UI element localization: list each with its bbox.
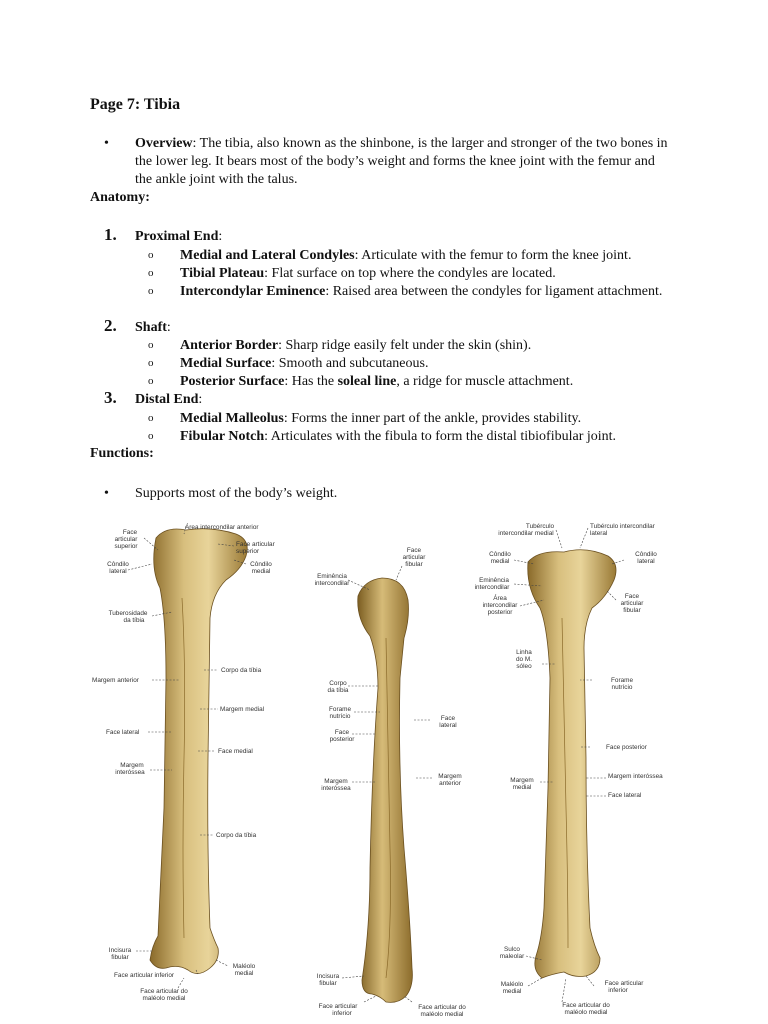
circle-bullet-icon: o (148, 357, 154, 369)
label-face-articular-fibular: Face articular fibular (620, 593, 644, 614)
tibia-lateral-view (358, 578, 413, 1002)
label-corpo-da-tibia-2: Corpo da tíbia (216, 832, 257, 839)
label-corpo-da-tibia-1: Corpo da tíbia (221, 667, 262, 674)
tibia-posterior-view (528, 550, 616, 978)
label-margem-anterior: Margem anterior (438, 773, 462, 787)
tibia-lateral-bone (358, 578, 413, 1002)
label-forame-nutricio: Forame nutrício (328, 706, 352, 720)
circle-bullet-icon: o (148, 430, 154, 442)
page-title: Page 7: Tibia (90, 96, 181, 113)
label-maleolo-medial: Maléolo medial (232, 963, 256, 977)
label-face-articular-maleolo: Face articular do maléolo medial (140, 988, 188, 1002)
circle-bullet-icon: o (148, 339, 154, 351)
label-tuberculo-lateral: Tubérculo intercondilar lateral (590, 523, 655, 537)
circle-bullet-icon: o (148, 285, 154, 297)
label-face-lateral: Face lateral (106, 729, 140, 736)
circle-bullet-icon: o (148, 412, 154, 424)
label-face-articular-inferior: Face articular inferior (318, 1003, 358, 1017)
label-incisura-fibular: Incisura fibular (108, 947, 132, 961)
section-number: 1. (104, 225, 117, 244)
label-margem-medial: Margem medial (220, 706, 265, 713)
label-face-articular-inferior: Face articular inferior (604, 980, 644, 994)
label-margem-interossea: Margem interóssea (321, 778, 351, 792)
label-face-medial: Face medial (218, 748, 253, 755)
label-face-articular-inferior: Face articular inferior (114, 972, 175, 979)
section-heading: Proximal End: (135, 229, 223, 244)
label-face-articular-maleolo: Face articular do maléolo medial (562, 1002, 610, 1016)
section-number: 2. (104, 316, 117, 335)
label-tuberculo-medial: Tubérculo intercondilar medial (498, 523, 555, 537)
label-sulco-maleolar: Sulco maleolar (499, 946, 525, 960)
section-number: 3. (104, 388, 117, 407)
tibia-posterior-bone (528, 550, 616, 978)
label-forame-nutricio: Forame nutrício (610, 677, 634, 691)
label-eminencia-intercondilar: Eminência intercondilar (474, 577, 510, 591)
label-margem-interossea: Margem interóssea (608, 773, 663, 780)
label-condilo-medial: Côndilo medial (489, 551, 511, 565)
circle-bullet-icon: o (148, 249, 154, 261)
label-margem-medial: Margem medial (510, 777, 534, 791)
tibia-illustration (86, 508, 686, 1024)
label-corpo-da-tibia: Corpo da tíbia (327, 680, 349, 694)
label-condilo-medial: Côndilo medial (250, 561, 272, 575)
label-face-posterior: Face posterior (606, 744, 647, 751)
anatomy-heading: Anatomy: (90, 190, 150, 205)
label-condilo-lateral: Côndilo lateral (635, 551, 657, 565)
circle-bullet-icon: o (148, 267, 154, 279)
label-condilo-lateral: Côndilo lateral (107, 561, 129, 575)
label-face-articular-maleolo: Face articular do maléolo medial (418, 1004, 466, 1018)
label-face-articular-fibular: Face articular fibular (402, 547, 426, 568)
label-face-articular-superior-right: Face articular superior (236, 541, 275, 555)
section-heading: Shaft: (135, 320, 171, 335)
label-face-articular-superior-left: Face articular superior (114, 529, 138, 550)
overview-body: : The tibia, also known as the shinbone, is the larger and stronger of the two bones in the lower leg. It bears most of the body’s weight and forms the knee joint with the femur and the ankle joint with the talus. (135, 136, 668, 187)
label-eminencia-intercondilar: Eminência intercondilar (314, 573, 350, 587)
label-face-lateral: Face lateral (439, 715, 457, 729)
label-margem-interossea: Margem interóssea (115, 762, 145, 776)
label-area-intercondilar-anterior: Área intercondilar anterior (185, 524, 259, 531)
functions-heading: Functions: (90, 446, 154, 461)
label-incisura-fibular: Incisura fibular (316, 973, 340, 987)
label-linha-do-m-soleo: Linha do M. sóleo (516, 649, 532, 670)
bullet-icon: • (104, 486, 109, 501)
label-tuberosidade: Tuberosidade da tíbia (108, 610, 148, 624)
overview-label: Overview (135, 136, 193, 151)
bullet-icon: • (104, 136, 109, 151)
label-maleolo-medial: Maléolo medial (500, 981, 524, 995)
functions-text: Supports most of the body’s weight. (135, 486, 338, 501)
label-area-intercondilar-posterior: Área intercondilar posterior (482, 595, 518, 616)
section-heading: Distal End: (135, 392, 203, 407)
overview-text (135, 135, 675, 189)
label-face-posterior: Face posterior (329, 729, 355, 743)
circle-bullet-icon: o (148, 375, 154, 387)
label-face-lateral: Face lateral (608, 792, 642, 799)
label-margem-anterior: Margem anterior (92, 677, 139, 684)
